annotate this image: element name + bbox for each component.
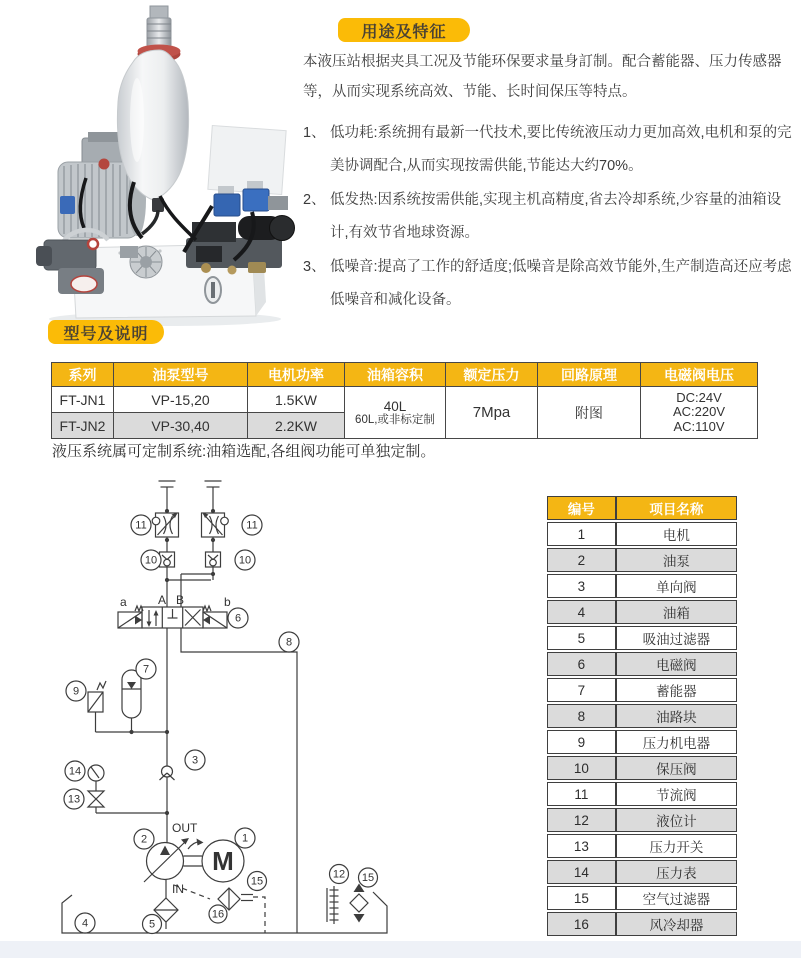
parts-header-row	[547, 496, 737, 520]
parts-row: 16 风冷却器	[547, 912, 737, 936]
column-header: 项目名称	[616, 496, 737, 520]
diagram-callout: 7	[142, 663, 150, 676]
parts-row: 10 保压阀	[547, 756, 737, 780]
series-cell: FT-JN2	[52, 413, 114, 439]
diagram-callout: 9	[72, 685, 80, 698]
port-label: B	[176, 593, 185, 607]
pressure-gauge-symbol	[88, 765, 104, 791]
parts-row: 3 单向阀	[547, 574, 737, 598]
solenoid-voltage-cell: DC:24V AC:220V AC:110V	[641, 387, 758, 439]
motor-power-cell: 2.2KW	[248, 413, 345, 439]
solenoid-valve-symbol	[118, 606, 227, 628]
pump-model-cell: VP-15,20	[114, 387, 248, 413]
pump-model-cell: VP-30,40	[114, 413, 248, 439]
features-intro: 本液压站根据夹具工况及节能环保要求量身訂制。配合蓄能器、压力传感器等，从而实现系统高效、节能、长时间保压等特点。	[303, 54, 782, 100]
models-note: 液压系统属可定制系统:油箱选配,各组阀功能可单独定制。	[52, 443, 436, 460]
parts-row: 9 压力机电器	[547, 730, 737, 754]
feature-item-number: 3、	[303, 259, 326, 275]
parts-row: 2 油泵	[547, 548, 737, 572]
return-line	[181, 628, 297, 933]
level-gauge-symbol	[327, 886, 339, 924]
product-photo	[0, 0, 310, 330]
diagram-callout: 12	[332, 868, 346, 881]
diagram-callout: 14	[68, 765, 82, 778]
diagram-callout: 13	[67, 793, 81, 806]
accumulator-symbol	[122, 670, 141, 732]
parts-row: 5 吸油过滤器	[547, 626, 737, 650]
check-valve-symbol	[160, 552, 221, 567]
column-header: 油箱容积	[345, 363, 446, 387]
diagram-callout: 11	[246, 519, 258, 532]
feature-item-text: 低噪音:提高了工作的舒适度;低噪音是除高效节能外,生产制造高还应考虑低噪音和减化设备。	[330, 259, 792, 308]
features-title-label: 用途及特征	[361, 23, 447, 41]
parts-table	[547, 494, 737, 938]
diagram-callout: 15	[361, 872, 375, 884]
diagram-callout: 4	[81, 917, 89, 930]
parts-row: 4 油箱	[547, 600, 737, 624]
models-row	[52, 387, 758, 413]
diagram-callout: 15	[250, 875, 264, 888]
out-label: OUT	[172, 821, 198, 835]
air-breather-symbol	[350, 894, 368, 912]
port-label: a	[120, 595, 127, 609]
diagram-callout: 16	[211, 908, 225, 921]
diagram-callout: 6	[234, 612, 242, 625]
rated-pressure-cell: 7Mpa	[446, 387, 538, 439]
page-bottom-strip	[0, 941, 801, 958]
parts-row: 1 电机	[547, 522, 737, 546]
feature-item	[303, 251, 797, 316]
feature-item-number: 1、	[303, 125, 326, 141]
feature-item-number: 2、	[303, 192, 326, 208]
parts-row: 6 电磁阀	[547, 652, 737, 676]
diagram-callout: 11	[135, 519, 147, 532]
throttle-valve-symbol	[152, 513, 228, 552]
features-section-title	[338, 18, 470, 42]
features-list	[303, 117, 797, 318]
diagram-callout: 3	[191, 754, 199, 767]
column-header: 系列	[52, 363, 114, 387]
diagram-callout: 5	[148, 918, 156, 931]
check-valve-symbol	[162, 766, 173, 777]
shutoff-valve-symbol	[88, 791, 104, 813]
diagram-callout: 10	[238, 554, 252, 567]
parts-row: 15 空气过滤器	[547, 886, 737, 910]
motor-letter: M	[212, 846, 234, 876]
hydraulic-circuit-diagram	[50, 465, 450, 950]
models-title-label: 型号及说明	[63, 325, 149, 343]
column-header: 油泵型号	[114, 363, 248, 387]
models-section-title	[48, 320, 164, 344]
diagram-callout: 1	[241, 832, 249, 845]
port-label: A	[158, 593, 167, 607]
parts-row: 14 压力表	[547, 860, 737, 884]
parts-row: 12 液位计	[547, 808, 737, 832]
parts-row: 8 油路块	[547, 704, 737, 728]
pressure-relay-symbol	[88, 681, 106, 732]
models-header-row	[52, 363, 758, 387]
column-header: 电机功率	[248, 363, 345, 387]
motor-power-cell: 1.5KW	[248, 387, 345, 413]
diagram-callout: 2	[140, 833, 148, 846]
feature-item	[303, 184, 797, 249]
tank-capacity-cell: 40L 60L,或非标定制	[345, 387, 446, 439]
port-label: b	[224, 595, 231, 609]
column-header: 编号	[547, 496, 616, 520]
parts-row: 7 蓄能器	[547, 678, 737, 702]
cylinder-port-symbol	[159, 481, 222, 513]
valve-manifold	[186, 181, 295, 275]
diagram-callout: 10	[144, 554, 158, 567]
parts-row: 13 压力开关	[547, 834, 737, 858]
series-cell: FT-JN1	[52, 387, 114, 413]
feature-item-text: 低功耗:系统拥有最新一代技术,要比传统液压动力更加高效,电机和泵的完美协调配合,从而实现按需供能,节能达大约70%。	[330, 125, 792, 174]
models-table	[51, 362, 758, 439]
feature-item-text: 低发热:因系统按需供能,实现主机高精度,省去冷却系统,少容量的油箱设计,有效节省地球资源。	[330, 192, 782, 241]
in-label: IN	[172, 882, 184, 896]
feature-item	[303, 117, 797, 182]
circuit-principle-cell: 附图	[538, 387, 641, 439]
parts-row: 11 节流阀	[547, 782, 737, 806]
diagram-callout: 8	[285, 636, 293, 649]
column-header: 电磁阀电压	[641, 363, 758, 387]
column-header: 回路原理	[538, 363, 641, 387]
column-header: 额定压力	[446, 363, 538, 387]
